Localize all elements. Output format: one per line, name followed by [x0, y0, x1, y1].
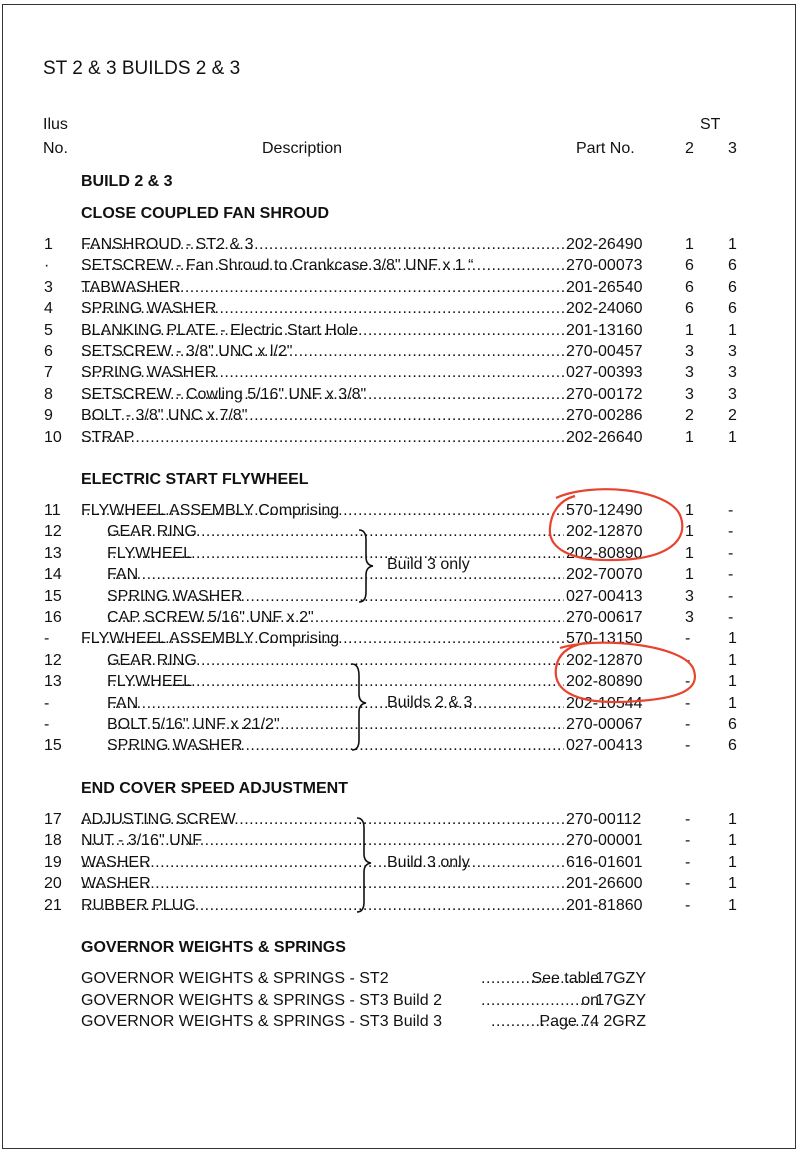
qty-st2: 2	[685, 407, 694, 425]
qty-st2: 1	[685, 236, 694, 253]
qty-st2: -	[685, 651, 691, 669]
governor-row	[81, 1013, 651, 1034]
part-no: 201-26540	[566, 278, 643, 296]
part-no: 270-00112	[566, 811, 642, 828]
qty-st3: 1	[728, 853, 737, 871]
illus-no: -	[44, 694, 50, 712]
qty-st2: 1	[685, 502, 694, 519]
qty-st3: 6	[728, 716, 737, 733]
part-no: 202-80890	[566, 544, 643, 562]
qty-st2: 1	[685, 321, 694, 339]
governor-ref-cell	[481, 970, 601, 991]
header-illus-bottom: No.	[43, 140, 68, 157]
description: GEAR RING	[107, 651, 197, 669]
dot-leader	[491, 1013, 601, 1031]
dot-leader	[481, 992, 601, 1010]
qty-st3: -	[728, 609, 734, 626]
description: SPRING WASHER	[107, 737, 243, 755]
section-build: BUILD 2 & 3	[81, 173, 173, 190]
qty-st2: 3	[685, 385, 694, 403]
governor-ref: on	[581, 991, 599, 1009]
illus-no: 9	[44, 407, 53, 425]
annotation-circle-1	[550, 489, 682, 560]
description: FAN	[107, 694, 139, 712]
part-no: 570-12490	[566, 502, 643, 519]
qty-st2: 1	[685, 544, 694, 562]
part-no: 202-10544	[566, 694, 643, 712]
part-no: 270-00617	[566, 609, 643, 626]
section-flywheel: ELECTRIC START FLYWHEEL	[81, 471, 309, 488]
brace-builds23	[352, 664, 366, 750]
illus-no: 6	[44, 343, 53, 360]
qty-st2: -	[685, 853, 691, 871]
illus-no: 3	[44, 278, 53, 296]
description: NUT - 3/16" UNF	[81, 832, 202, 850]
description: RUBBER PLUG	[81, 896, 196, 914]
description: STRAP	[81, 428, 135, 446]
governor-ref-cell	[491, 1013, 601, 1034]
part-no: 570-13150	[566, 630, 643, 648]
illus-no: 5	[44, 321, 53, 339]
governor-code: 2GRZ	[603, 1013, 646, 1030]
part-no: 202-70070	[566, 566, 643, 584]
qty-st3: 6	[728, 278, 737, 296]
qty-st3: 3	[728, 343, 737, 360]
brace-label-build3-a: Build 3 only	[387, 556, 470, 573]
qty-st3: 1	[728, 673, 737, 691]
part-no: 202-12870	[566, 651, 643, 669]
part-no: 202-24060	[566, 300, 643, 318]
illus-no: 17	[44, 811, 62, 828]
illus-no: 11	[44, 502, 61, 519]
governor-description: GOVERNOR WEIGHTS & SPRINGS - ST3 Build 2	[81, 991, 442, 1009]
brace-label-builds23: Builds 2 & 3	[387, 694, 473, 711]
description: FAN	[107, 566, 139, 584]
qty-st3: 1	[728, 694, 737, 712]
illus-no: 16	[44, 609, 62, 626]
part-no: 201-81860	[566, 896, 643, 914]
description: SPRING WASHER	[81, 364, 217, 382]
qty-st3: 1	[728, 875, 737, 893]
brace-build3-a	[359, 530, 373, 602]
qty-st2: 3	[685, 609, 694, 626]
header-illus-top: Ilus	[43, 116, 68, 133]
part-no: 616-01601	[566, 853, 643, 871]
description: BLANKING PLATE - Electric Start Hole	[81, 321, 359, 339]
description: FLYWHEEL	[107, 544, 193, 562]
description: FLYWHEEL ASSEMBLY Comprising	[81, 630, 340, 648]
description: SETSCREW - Cowling 5/16" UNF x 3/8"	[81, 385, 367, 403]
illus-no: 18	[44, 832, 62, 850]
description: FLYWHEEL ASSEMBLY Comprising	[81, 502, 340, 519]
description: SETSCREW - Fan Shroud to Crankcase 3/8" UNF x 1 “	[81, 257, 474, 275]
qty-st3: 3	[728, 385, 737, 403]
governor-description: GOVERNOR WEIGHTS & SPRINGS - ST2	[81, 970, 389, 987]
description: SETSCREW - 3/8" UNC x l/2"	[81, 343, 293, 360]
dot-leader	[481, 970, 601, 988]
header-st3: 3	[728, 140, 737, 157]
description: TABWASHER	[81, 278, 181, 296]
header-description: Description	[262, 140, 343, 157]
qty-st2: -	[685, 630, 691, 648]
qty-st3: -	[728, 587, 734, 605]
brace-build3-b	[357, 818, 371, 912]
description: BOLT - 3/8" UNC x 7/8"	[81, 407, 248, 425]
brace-label-build3-b: Build 3 only	[387, 854, 470, 871]
qty-st3: -	[728, 566, 734, 584]
qty-st3: -	[728, 523, 734, 541]
illus-no: 15	[44, 737, 62, 755]
illus-no: 12	[44, 523, 62, 541]
illus-no: 8	[44, 385, 53, 403]
part-no: 270-00001	[566, 832, 643, 850]
page-title: ST 2 & 3 BUILDS 2 & 3	[43, 58, 241, 79]
qty-st2: 6	[685, 300, 694, 318]
qty-st2: -	[685, 673, 691, 691]
qty-st3: -	[728, 544, 734, 562]
governor-row	[81, 970, 651, 991]
part-no: 201-26600	[566, 875, 643, 893]
annotation-circle-2	[556, 643, 695, 702]
illus-no: 10	[44, 428, 62, 446]
qty-st2: -	[685, 875, 691, 893]
qty-st3: 3	[728, 364, 737, 382]
qty-st2: 3	[685, 587, 694, 605]
illus-no: 21	[44, 896, 62, 914]
qty-st3: 6	[728, 257, 737, 275]
part-no: 270-00286	[566, 407, 643, 425]
section-fan-shroud: CLOSE COUPLED FAN SHROUD	[81, 205, 330, 222]
part-no: 201-13160	[566, 321, 643, 339]
qty-st2: 3	[685, 343, 694, 360]
qty-st3: 1	[728, 428, 737, 446]
qty-st2: -	[685, 832, 691, 850]
governor-ref: See table	[531, 970, 599, 987]
qty-st3: 6	[728, 737, 737, 755]
description: WASHER	[81, 853, 151, 871]
qty-st2: -	[685, 694, 691, 712]
qty-st2: 1	[685, 523, 694, 541]
qty-st3: 1	[728, 651, 737, 669]
part-no: 027-00413	[566, 737, 643, 755]
section-end-cover: END COVER SPEED ADJUSTMENT	[81, 780, 348, 797]
part-no: 202-26640	[566, 428, 643, 446]
qty-st2: -	[685, 896, 691, 914]
illus-no: 15	[44, 587, 62, 605]
qty-st3: 6	[728, 300, 737, 318]
governor-code: 17GZY	[595, 970, 646, 987]
illus-no: 7	[44, 364, 53, 382]
illus-no: -	[44, 630, 50, 648]
governor-code: 17GZY	[595, 991, 646, 1009]
illus-no: -	[44, 716, 50, 733]
illus-no: 13	[44, 544, 62, 562]
qty-st3: 1	[728, 630, 737, 648]
illus-no: 20	[44, 875, 62, 893]
governor-ref-cell	[481, 992, 601, 1013]
qty-st2: -	[685, 716, 691, 733]
header-st: ST	[700, 116, 721, 133]
qty-st2: 6	[685, 257, 694, 275]
header-st2: 2	[685, 140, 694, 157]
description: ADJUSTING SCREW	[81, 811, 236, 828]
qty-st3: 1	[728, 321, 737, 339]
description: CAP SCREW 5/16" UNF x 2"	[107, 609, 314, 626]
illus-no: 19	[44, 853, 62, 871]
governor-ref: Page 74	[539, 1013, 599, 1030]
description: GEAR RING	[107, 523, 197, 541]
governor-row	[81, 992, 651, 1013]
qty-st3: 1	[728, 811, 737, 828]
illus-no: 14	[44, 566, 62, 584]
qty-st3: 1	[728, 896, 737, 914]
part-no: 202-80890	[566, 673, 643, 691]
part-no: 270-00457	[566, 343, 643, 360]
part-no: 027-00393	[566, 364, 643, 382]
qty-st2: 3	[685, 364, 694, 382]
illus-no: 12	[44, 651, 62, 669]
governor-description: GOVERNOR WEIGHTS & SPRINGS - ST3 Build 3	[81, 1013, 442, 1030]
header-part-no: Part No.	[576, 140, 635, 157]
qty-st2: 6	[685, 278, 694, 296]
part-no: 270-00172	[566, 385, 643, 403]
illus-no: 1	[44, 236, 53, 253]
illus-no: ·	[44, 257, 50, 275]
description: SPRING WASHER	[107, 587, 243, 605]
part-no: 202-12870	[566, 523, 643, 541]
description: FLYWHEEL	[107, 673, 193, 691]
qty-st2: 1	[685, 428, 694, 446]
qty-st2: -	[685, 737, 691, 755]
part-no: 202-26490	[566, 236, 643, 253]
illus-no: 4	[44, 300, 53, 318]
qty-st3: 1	[728, 832, 737, 850]
qty-st3: -	[728, 502, 734, 519]
qty-st2: 1	[685, 566, 694, 584]
description: FANSHROUD - ST2 & 3	[81, 236, 254, 253]
part-no: 270-00073	[566, 257, 643, 275]
qty-st3: 2	[728, 407, 737, 425]
part-no: 027-00413	[566, 587, 643, 605]
description: BOLT 5/16" UNF x 21/2"	[107, 716, 280, 733]
qty-st3: 1	[728, 236, 737, 253]
qty-st2: -	[685, 811, 691, 828]
description: SPRING WASHER	[81, 300, 217, 318]
section-governor: GOVERNOR WEIGHTS & SPRINGS	[81, 939, 346, 956]
part-no: 270-00067	[566, 716, 643, 733]
illus-no: 13	[44, 673, 62, 691]
description: WASHER	[81, 875, 151, 893]
